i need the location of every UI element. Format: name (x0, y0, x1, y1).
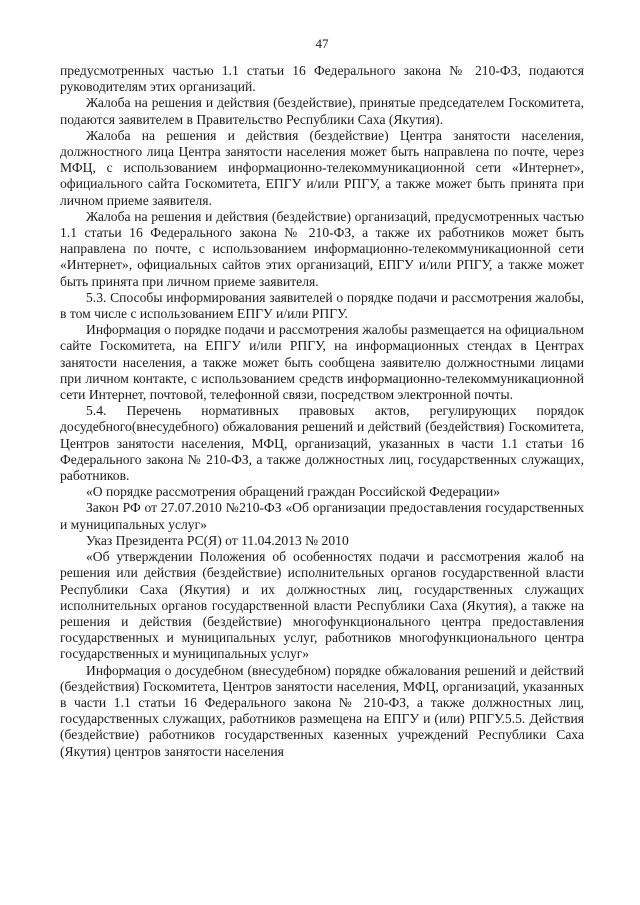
paragraph: Жалоба на решения и действия (бездействие), принятые председателем Госкомитета, подаются заявителем в Правительство Республики Саха (Якутия). (60, 95, 584, 127)
paragraph: Информация о порядке подачи и рассмотрения жалобы размещается на официальном сайте Госкомитета, на ЕПГУ и/или РПГУ, на информационных стендах в Центрах занятости населения, а также может быть сообщена заявителю должностными лицами при личном контакте, с использованием средств информационно-телекоммуникационной сети Интернет, почтовой, телефонной связи, посредством электронной почты. (60, 322, 584, 403)
document-body (60, 63, 584, 760)
paragraph: 5.4. Перечень нормативных правовых актов, регулирующих порядок досудебного(внесудебного) обжалования решений и действий (бездействия) Госкомитета, Центров занятости населения, МФЦ, организаций, указанных в части 1.1 статьи 16 Федерального закона № 210-ФЗ, а также должностных лиц, государственных служащих, работников. (60, 403, 584, 484)
paragraph: Жалоба на решения и действия (бездействие) организаций, предусмотренных частью 1.1 статьи 16 Федерального закона № 210-ФЗ, а также их работников может быть направлена по почте, с использованием информационно-телекоммуникационной сети «Интернет», официальных сайтов этих организаций, ЕПГУ и/или РПГУ, а также может быть принята при личном приеме заявителя. (60, 208, 584, 289)
paragraph: Указ Президента РС(Я) от 11.04.2013 № 2010 (86, 532, 349, 548)
paragraph: Жалоба на решения и действия (бездействие) Центра занятости населения, должностного лица Центра занятости населения может быть направлена по почте, через МФЦ, с использованием информационно-телекоммуникационной сети «Интернет», официального сайта Госкомитета, ЕПГУ и/или РПГУ, а также может быть принята при личном приеме заявителя. (60, 127, 584, 208)
paragraph: «Об утверждении Положения об особенностях подачи и рассмотрения жалоб на решения или действия (бездействие) исполнительных органов государственной власти Республики Саха (Якутия) и их должностных лиц, государственных служащих исполнительных органов государственной власти Республики Саха (Якутия), а также на решения и действия (бездействие) многофункционального центра предоставления государственных и муниципальных услуг, работников многофункционального центра государственных и муниципальных услуг» (60, 549, 584, 662)
page-number: 47 (315, 36, 329, 51)
paragraph: предусмотренных частью 1.1 статьи 16 Федерального закона № 210-ФЗ, подаются руководителям этих организаций. (60, 63, 584, 95)
paragraph: Закон РФ от 27.07.2010 №210-ФЗ «Об организации предоставления государственных и муниципальных услуг» (60, 500, 584, 532)
paragraph: «О порядке рассмотрения обращений граждан Российской Федерации» (86, 484, 501, 500)
paragraph: 5.3. Способы информирования заявителей о порядке подачи и рассмотрения жалобы, в том числе с использованием ЕПГУ и/или РПГУ. (60, 289, 584, 322)
paragraph: Информация о досудебном (внесудебном) порядке обжалования решений и действий (бездействия) Госкомитета, Центров занятости населения, МФЦ, организаций, указанных в части 1.1 статьи 16 Федерального закона № 210-ФЗ, а также должностных лиц, государственных служащих, работников размещена на ЕПГУ и (или) РПГУ.5.5. Действия (бездействие) работников государственных казенных учреждений Республики Саха (Якутия) центров занятости населения (60, 662, 584, 759)
